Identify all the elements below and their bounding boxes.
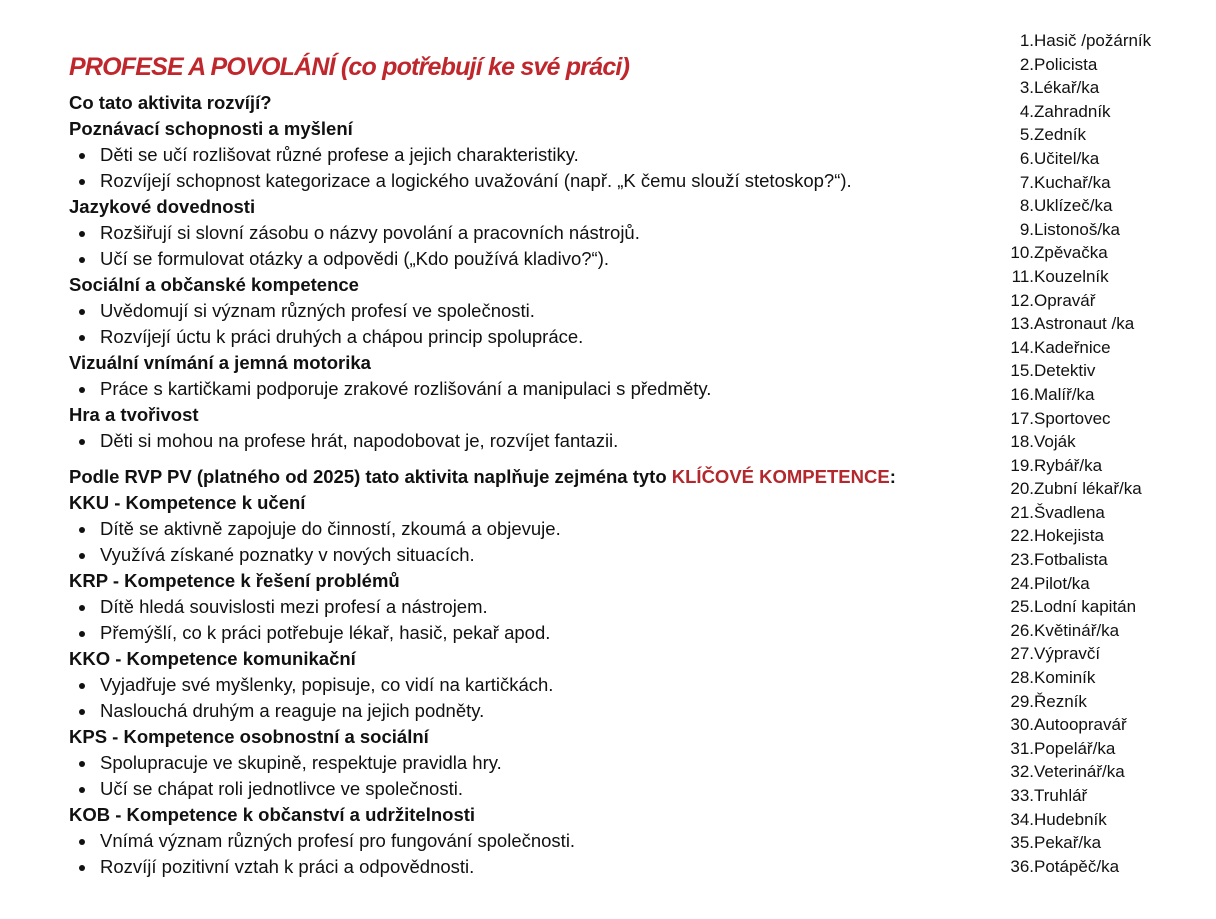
profession-item <box>1000 171 1200 195</box>
bullet-item <box>69 854 969 880</box>
profession-number: 10. <box>1010 243 1034 263</box>
bullet-item <box>69 142 969 168</box>
profession-number: 20. <box>1010 479 1034 499</box>
bullet-text: Naslouchá druhým a reaguje na jejich podněty. <box>100 700 485 721</box>
bullet-item <box>69 828 969 854</box>
profession-name: Zahradník <box>1034 101 1111 121</box>
profession-name: Řezník <box>1034 691 1087 711</box>
profession-number: 33. <box>1010 786 1034 805</box>
profession-item <box>1000 76 1200 100</box>
profession-name: Hokejista <box>1034 526 1104 546</box>
competence-section-heading: KKU - Kompetence k učení <box>69 492 306 513</box>
competence-section-bullet-list <box>69 672 969 724</box>
profession-item <box>1000 29 1200 53</box>
bullet-item <box>69 698 969 724</box>
development-section-heading: Sociální a občanské kompetence <box>69 274 359 295</box>
profession-item <box>1000 312 1200 336</box>
profession-name: Hudebník <box>1034 809 1107 829</box>
bullet-item <box>69 324 969 350</box>
profession-number: 29. <box>1010 691 1034 711</box>
profession-item <box>1000 289 1200 313</box>
professions-list <box>1000 29 1200 878</box>
competence-section-heading: KPS - Kompetence osobnostní a sociální <box>69 726 429 747</box>
profession-number: 27. <box>1010 644 1034 664</box>
bullet-text: Dítě se aktivně zapojuje do činností, zkoumá a objevuje. <box>100 518 561 539</box>
profession-item <box>1000 359 1200 383</box>
bullet-item <box>69 246 969 272</box>
profession-number: 18. <box>1010 432 1034 452</box>
bullet-dot-icon <box>79 309 85 315</box>
profession-number: 32. <box>1010 762 1034 782</box>
bullet-dot-icon <box>79 839 85 845</box>
profession-name: Autoopravář <box>1034 715 1127 735</box>
competence-section-bullet-list <box>69 516 969 568</box>
professions-list-panel <box>1000 29 1200 878</box>
profession-number: 34. <box>1010 809 1034 829</box>
development-section-heading: Poznávací schopnosti a myšlení <box>69 118 353 139</box>
profession-name: Opravář <box>1034 290 1096 310</box>
competence-section-bullet-list <box>69 828 969 880</box>
bullet-text: Využívá získané poznatky v nových situacích. <box>100 544 475 565</box>
development-section-bullet-list <box>69 220 969 272</box>
bullet-text: Rozvíjejí úctu k práci druhých a chápou princip spolupráce. <box>100 326 584 347</box>
bullet-dot-icon <box>79 865 85 871</box>
profession-number: 11. <box>1011 266 1034 286</box>
profession-item <box>1000 548 1200 572</box>
development-section-bullet-list <box>69 142 969 194</box>
profession-number: 13. <box>1010 314 1034 334</box>
bullet-dot-icon <box>79 683 85 689</box>
profession-item <box>1000 666 1200 690</box>
section-gap <box>69 454 969 464</box>
profession-item <box>1000 501 1200 525</box>
profession-item <box>1000 218 1200 242</box>
development-section-heading: Jazykové dovednosti <box>69 196 256 217</box>
profession-name: Výpravčí <box>1034 644 1101 664</box>
profession-number: 17. <box>1010 408 1034 428</box>
profession-number: 16. <box>1010 384 1034 404</box>
profession-item <box>1000 619 1200 643</box>
profession-item <box>1000 784 1200 808</box>
profession-name: Malíř/ka <box>1034 384 1095 404</box>
bullet-item <box>69 594 969 620</box>
profession-name: Kouzelník <box>1034 266 1109 286</box>
profession-name: Fotbalista <box>1034 550 1108 570</box>
profession-name: Kominík <box>1034 668 1096 688</box>
profession-item <box>1000 642 1200 666</box>
profession-number: 31. <box>1010 738 1034 758</box>
profession-number: 9. <box>1019 219 1034 239</box>
profession-number: 24. <box>1010 573 1034 593</box>
profession-item <box>1000 690 1200 714</box>
competence-section-bullet-list <box>69 594 969 646</box>
profession-item <box>1000 855 1200 879</box>
bullet-dot-icon <box>79 761 85 767</box>
profession-name: Pilot/ka <box>1034 573 1090 593</box>
bullet-text: Rozvíjejí schopnost kategorizace a logického uvažování (např. „K čemu slouží stetoskop?“). <box>100 170 852 191</box>
profession-item <box>1000 760 1200 784</box>
bullet-item <box>69 168 969 194</box>
bullet-text: Rozvíjí pozitivní vztah k práci a odpovědnosti. <box>100 856 475 877</box>
development-section-bullet-list <box>69 298 969 350</box>
bullet-text: Děti se učí rozlišovat různé profese a jejich charakteristiky. <box>100 144 579 165</box>
profession-name: Učitel/ka <box>1034 148 1100 168</box>
profession-item <box>1000 595 1200 619</box>
profession-number: 23. <box>1010 550 1034 570</box>
development-section-heading: Vizuální vnímání a jemná motorika <box>69 352 371 373</box>
profession-name: Kadeřnice <box>1034 337 1111 357</box>
profession-number: 3. <box>1019 78 1034 98</box>
competence-section-heading: KOB - Kompetence k občanství a udržitelnosti <box>69 804 476 825</box>
profession-number: 5. <box>1019 125 1034 145</box>
profession-item <box>1000 831 1200 855</box>
profession-name: Švadlena <box>1034 502 1105 522</box>
profession-name: Popelář/ka <box>1034 738 1116 758</box>
profession-number: 19. <box>1010 455 1034 475</box>
profession-number: 4. <box>1019 101 1034 121</box>
profession-name: Kuchař/ka <box>1034 172 1111 192</box>
profession-number: 1. <box>1019 31 1034 50</box>
profession-item <box>1000 430 1200 454</box>
bullet-item <box>69 776 969 802</box>
profession-number: 6. <box>1019 148 1034 168</box>
bullet-text: Dítě hledá souvislosti mezi profesí a nástrojem. <box>100 596 488 617</box>
profession-number: 14. <box>1010 337 1034 357</box>
bullet-item <box>69 620 969 646</box>
profession-name: Listonoš/ka <box>1034 219 1120 239</box>
profession-item <box>1000 123 1200 147</box>
bullet-dot-icon <box>79 631 85 637</box>
bullet-dot-icon <box>79 709 85 715</box>
bullet-item <box>69 220 969 246</box>
rvp-prefix: Podle RVP PV (platného od 2025) tato aktivita naplňuje zejména tyto <box>69 466 672 487</box>
bullet-item <box>69 516 969 542</box>
profession-name: Uklízeč/ka <box>1034 196 1113 216</box>
bullet-text: Učí se formulovat otázky a odpovědi („Kdo používá kladivo?“). <box>100 248 609 269</box>
profession-item <box>1000 407 1200 431</box>
intro-heading: Co tato aktivita rozvíjí? <box>69 92 272 113</box>
rvp-suffix: : <box>889 466 896 487</box>
profession-number: 30. <box>1010 715 1034 735</box>
bullet-text: Vyjadřuje své myšlenky, popisuje, co vidí na kartičkách. <box>100 674 554 695</box>
bullet-text: Rozšiřují si slovní zásobu o názvy povolání a pracovních nástrojů. <box>100 222 640 243</box>
profession-number: 8. <box>1019 196 1034 216</box>
profession-item <box>1000 454 1200 478</box>
profession-item <box>1000 737 1200 761</box>
profession-item <box>1000 477 1200 501</box>
main-content <box>69 50 969 880</box>
bullet-dot-icon <box>79 387 85 393</box>
profession-name: Sportovec <box>1034 408 1111 428</box>
profession-name: Potápěč/ka <box>1034 856 1120 876</box>
key-competences-highlight: KLÍČOVÉ KOMPETENCE <box>671 466 890 487</box>
competence-section-heading: KKO - Kompetence komunikační <box>69 648 356 669</box>
profession-name: Rybář/ka <box>1034 455 1103 475</box>
profession-name: Astronaut /ka <box>1034 314 1135 334</box>
bullet-dot-icon <box>79 153 85 159</box>
profession-name: Zubní lékař/ka <box>1034 479 1142 499</box>
profession-name: Voják <box>1034 432 1076 452</box>
profession-number: 7. <box>1019 172 1034 192</box>
profession-item <box>1000 147 1200 171</box>
profession-name: Truhlář <box>1034 786 1088 805</box>
profession-number: 2. <box>1019 54 1034 74</box>
profession-item <box>1000 524 1200 548</box>
profession-item <box>1000 241 1200 265</box>
bullet-dot-icon <box>79 179 85 185</box>
bullet-item <box>69 750 969 776</box>
profession-name: Pekař/ka <box>1034 833 1102 853</box>
bullet-item <box>69 542 969 568</box>
profession-item <box>1000 336 1200 360</box>
profession-name: Policista <box>1034 54 1098 74</box>
profession-item <box>1000 713 1200 737</box>
bullet-text: Vnímá význam různých profesí pro fungování společnosti. <box>100 830 576 851</box>
profession-item <box>1000 100 1200 124</box>
bullet-dot-icon <box>79 257 85 263</box>
profession-number: 12. <box>1010 290 1034 310</box>
bullet-item <box>69 428 969 454</box>
competence-section-bullet-list <box>69 750 969 802</box>
profession-name: Detektiv <box>1034 361 1096 381</box>
bullet-text: Práce s kartičkami podporuje zrakové rozlišování a manipulaci s předměty. <box>100 378 712 399</box>
bullet-dot-icon <box>79 335 85 341</box>
bullet-dot-icon <box>79 527 85 533</box>
profession-number: 22. <box>1010 526 1034 546</box>
bullet-dot-icon <box>79 439 85 445</box>
bullet-dot-icon <box>79 231 85 237</box>
profession-name: Zpěvačka <box>1034 243 1108 263</box>
profession-item <box>1000 265 1200 289</box>
profession-number: 28. <box>1010 668 1034 688</box>
profession-name: Zedník <box>1034 125 1086 145</box>
profession-number: 26. <box>1010 620 1034 640</box>
profession-number: 21. <box>1010 502 1034 522</box>
bullet-text: Přemýšlí, co k práci potřebuje lékař, hasič, pekař apod. <box>100 622 551 643</box>
profession-number: 15. <box>1010 361 1034 381</box>
profession-number: 36. <box>1010 856 1034 876</box>
bullet-text: Spolupracuje ve skupině, respektuje pravidla hry. <box>100 752 502 773</box>
profession-name: Květinář/ka <box>1034 620 1120 640</box>
development-section-bullet-list <box>69 376 969 402</box>
development-sections <box>69 116 969 454</box>
profession-name: Veterinář/ka <box>1034 762 1125 782</box>
profession-number: 25. <box>1010 597 1034 617</box>
bullet-text: Uvědomují si význam různých profesí ve společnosti. <box>100 300 535 321</box>
profession-number: 35. <box>1010 833 1034 853</box>
competence-sections <box>69 490 969 880</box>
rvp-statement <box>69 464 969 490</box>
profession-item <box>1000 808 1200 832</box>
bullet-dot-icon <box>79 605 85 611</box>
profession-item <box>1000 194 1200 218</box>
bullet-text: Učí se chápat roli jednotlivce ve společnosti. <box>100 778 463 799</box>
bullet-text: Děti si mohou na profese hrát, napodobovat je, rozvíjet fantazii. <box>100 430 619 451</box>
profession-item <box>1000 53 1200 77</box>
bullet-dot-icon <box>79 787 85 793</box>
bullet-item <box>69 376 969 402</box>
development-section-bullet-list <box>69 428 969 454</box>
development-section-heading: Hra a tvořivost <box>69 404 199 425</box>
page-title: PROFESE A POVOLÁNÍ (co potřebují ke své práci) <box>69 53 630 81</box>
profession-name: Lodní kapitán <box>1034 597 1137 617</box>
profession-name: Lékař/ka <box>1034 78 1100 98</box>
bullet-item <box>69 672 969 698</box>
competence-section-heading: KRP - Kompetence k řešení problémů <box>69 570 400 591</box>
profession-name: Hasič /požárník <box>1034 31 1152 50</box>
profession-item <box>1000 572 1200 596</box>
profession-item <box>1000 383 1200 407</box>
bullet-dot-icon <box>79 553 85 559</box>
bullet-item <box>69 298 969 324</box>
